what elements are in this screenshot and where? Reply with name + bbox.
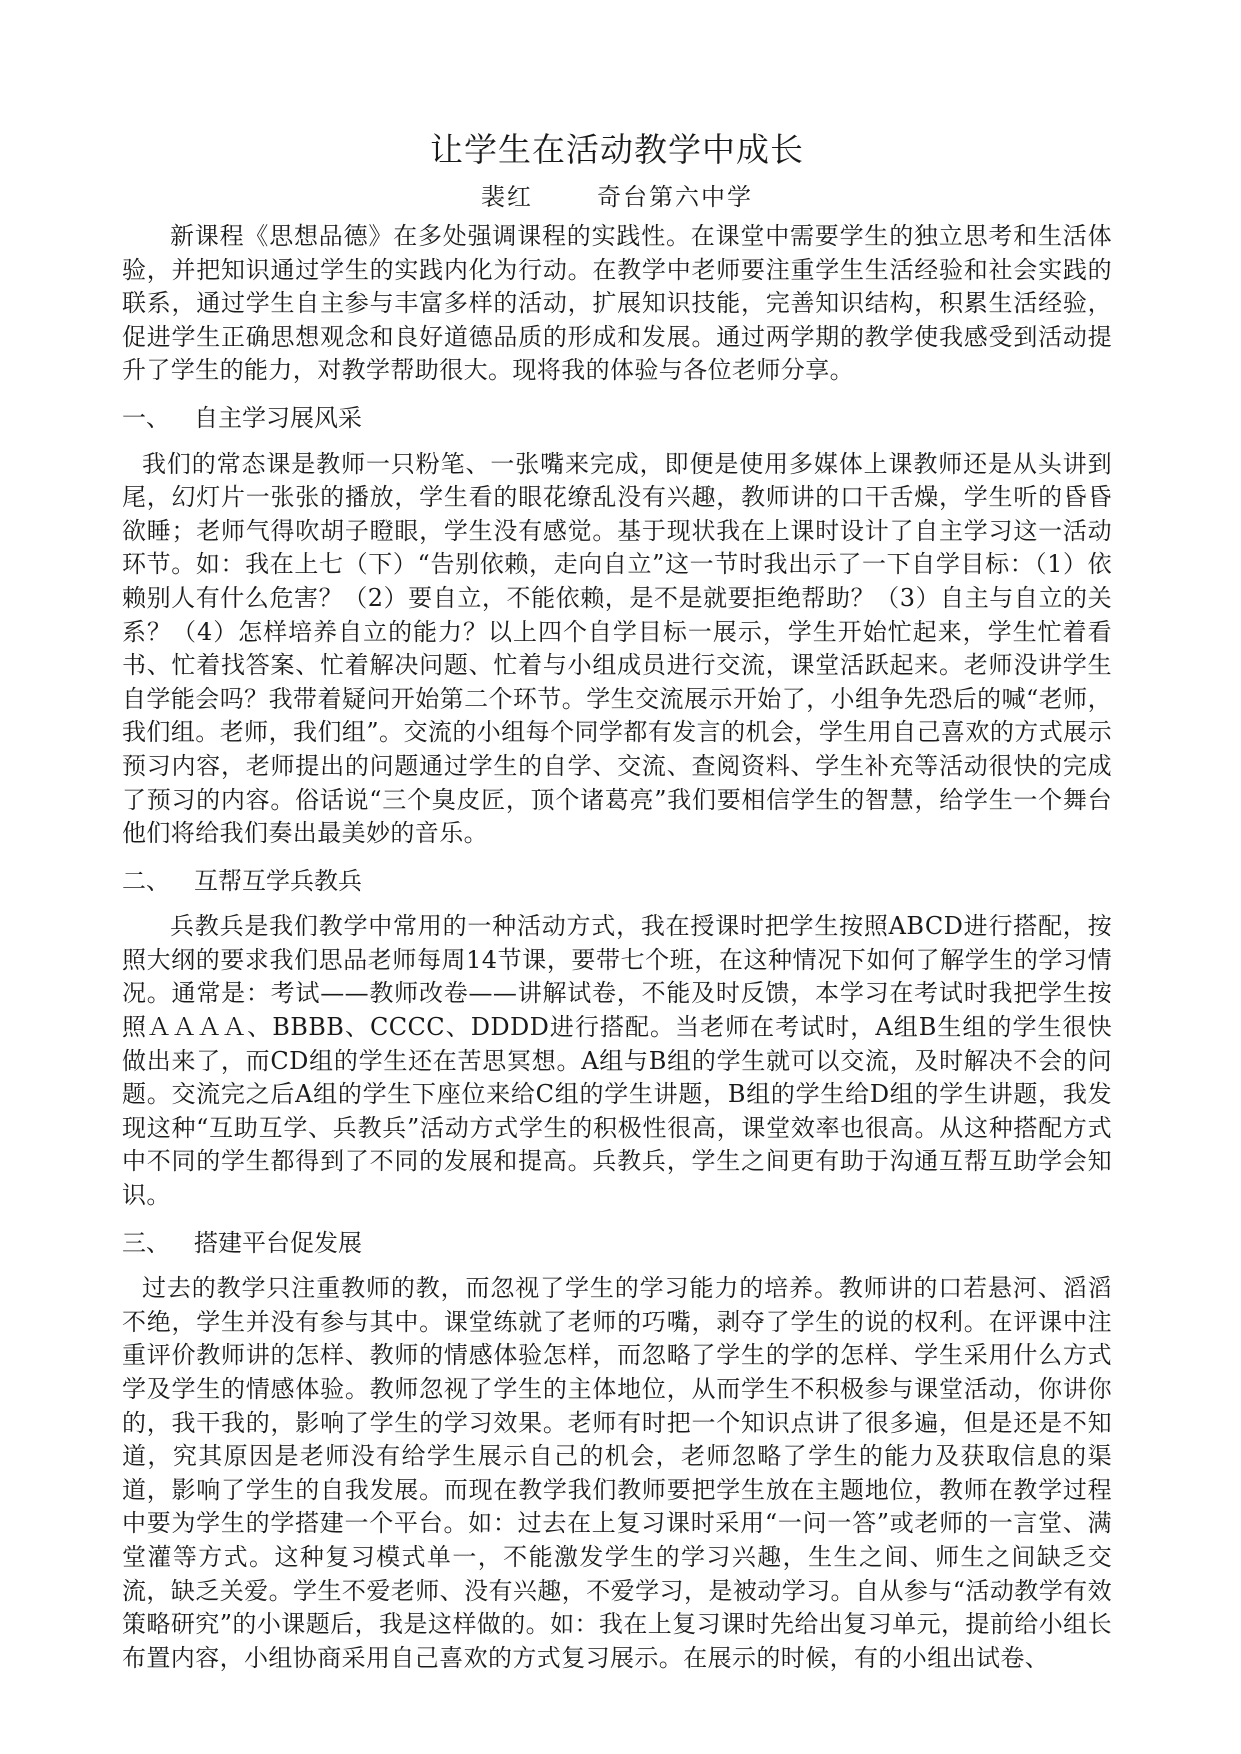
intro-paragraph: 新课程《思想品德》在多处强调课程的实践性。在课堂中需要学生的独立思考和生活体验，并把知识通过学生的实践内化为行动。在教学中老师要注重学生生活经验和社会实践的联系，通过学生自主参与丰富多样的活动，扩展知识技能，完善知识结构，积累生活经验，促进学生正确思想观念和良好道德品质的形成和发展。通过两学期的教学使我感受到活动提升了学生的能力，对教学帮助很大。现将我的体验与各位老师分享。 bbox=[122, 222, 1112, 385]
section-number-3: 三、 bbox=[122, 1228, 170, 1257]
author-name: 裴红 bbox=[481, 183, 533, 211]
section-heading-1 bbox=[122, 402, 1112, 436]
section-title-1: 自主学习展风采 bbox=[194, 403, 362, 432]
section-title-2: 互帮互学兵教兵 bbox=[194, 866, 362, 895]
section-body-1: 我们的常态课是教师一只粉笔、一张嘴来完成，即便是使用多媒体上课教师还是从头讲到尾，幻灯片一张张的播放，学生看的眼花缭乱没有兴趣，教师讲的口干舌燥，学生听的昏昏欲睡；老师气得吹胡子瞪眼，学生没有感觉。基于现状我在上课时设计了自主学习这一活动环节。如：我在上七（下）“告别依赖，走向自立”这一节时我出示了一下自学目标：（1）依赖别人有什么危害？（2）要自立，不能依赖，是不是就要拒绝帮助？（3）自主与自立的关系？（4）怎样培养自立的能力？以上四个自学目标一展示，学生开始忙起来，学生忙着看书、忙着找答案、忙着解决问题、忙着与小组成员进行交流，课堂活跃起来。老师没讲学生自学能会吗？我带着疑问开始第二个环节。学生交流展示开始了，小组争先恐后的喊“老师，我们组。老师，我们组”。交流的小组每个同学都有发言的机会，学生用自己喜欢的方式展示预习内容，老师提出的问题通过学生的自学、交流、查阅资料、学生补充等活动很快的完成了预习的内容。俗话说“三个臭皮匠，顶个诸葛亮”我们要相信学生的智慧，给学生一个舞台他们将给我们奏出最美妙的音乐。 bbox=[122, 449, 1112, 848]
section-heading-3 bbox=[122, 1227, 1112, 1261]
section-number-2: 二、 bbox=[122, 866, 170, 895]
document-title: 让学生在活动教学中成长 bbox=[430, 130, 804, 169]
section-heading-2 bbox=[122, 865, 1112, 899]
document-page bbox=[122, 126, 1112, 1675]
section-number-1: 一、 bbox=[122, 403, 170, 432]
school-name: 奇台第六中学 bbox=[597, 183, 753, 211]
section-body-3: 过去的教学只注重教师的教，而忽视了学生的学习能力的培养。教师讲的口若悬河、滔滔不绝，学生并没有参与其中。课堂练就了老师的巧嘴，剥夺了学生的说的权利。在评课中注重评价教师讲的怎样、教师的情感体验怎样，而忽略了学生的学的怎样、学生采用什么方式学及学生的情感体验。教师忽视了学生的主体地位，从而学生不积极参与课堂活动，你讲你的，我干我的，影响了学生的学习效果。老师有时把一个知识点讲了很多遍，但是还是不知道，究其原因是老师没有给学生展示自己的机会，老师忽略了学生的能力及获取信息的渠道，影响了学生的自我发展。而现在教学我们教师要把学生放在主题地位，教师在教学过程中要为学生的学搭建一个平台。如：过去在上复习课时采用“一问一答”或老师的一言堂、满堂灌等方式。这种复习模式单一，不能激发学生的学习兴趣，生生之间、师生之间缺乏交流，缺乏关爱。学生不爱老师、没有兴趣，不爱学习，是被动学习。自从参与“活动教学有效策略研究”的小课题后，我是这样做的。如：我在上复习课时先给出复习单元，提前给小组长布置内容，小组协商采用自己喜欢的方式复习展示。在展示的时候，有的小组出试卷、 bbox=[122, 1274, 1112, 1672]
author-line bbox=[122, 178, 1112, 216]
section-title-3: 搭建平台促发展 bbox=[194, 1228, 362, 1257]
section-body-2: 兵教兵是我们教学中常用的一种活动方式，我在授课时把学生按照ABCD进行搭配，按照大纲的要求我们思品老师每周14节课，要带七个班，在这种情况下如何了解学生的学习情况。通常是：考试——教师改卷——讲解试卷，不能及时反馈，本学习在考试时我把学生按照ＡＡＡＡ、BBBB、CCCC、DDDD进行搭配。当老师在考试时，A组B生组的学生很快做出来了，而CD组的学生还在苦思冥想。A组与B组的学生就可以交流，及时解决不会的问题。交流完之后A组的学生下座位来给C组的学生讲题，B组的学生给D组的学生讲题，我发现这种“互助互学、兵教兵”活动方式学生的积极性很高，课堂效率也很高。从这种搭配方式中不同的学生都得到了不同的发展和提高。兵教兵，学生之间更有助于沟通互帮互助学会知识。 bbox=[122, 912, 1112, 1210]
